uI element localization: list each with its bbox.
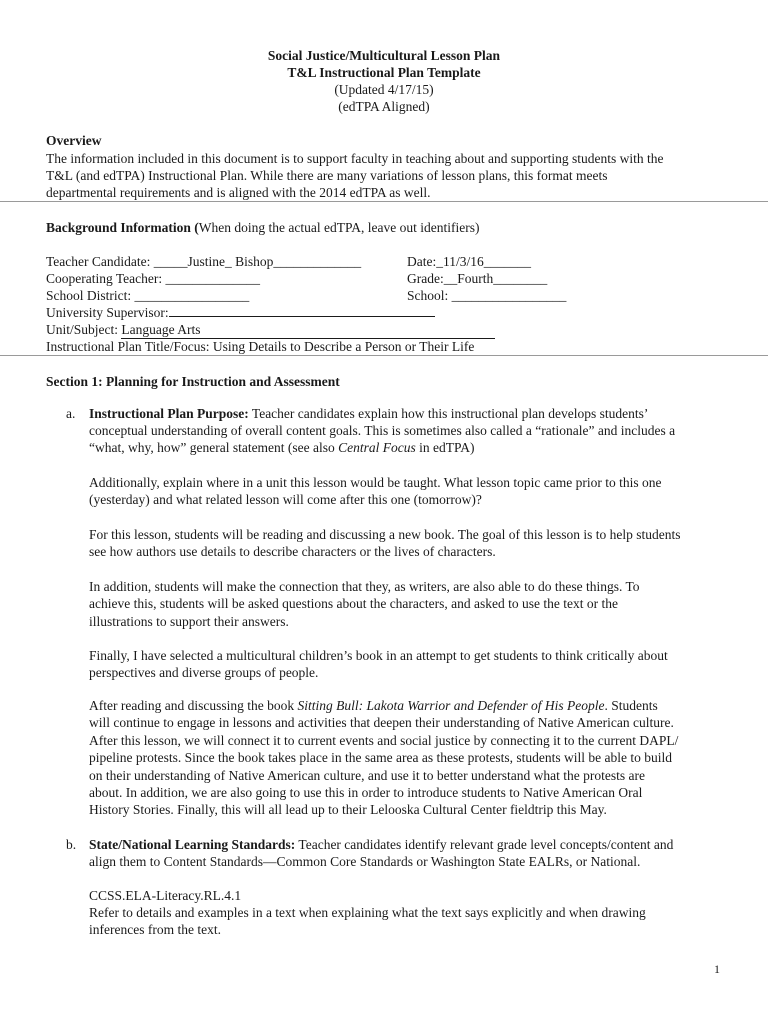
list-marker-a: a. xyxy=(66,406,76,421)
paragraph-line: In addition, students will make the connection that they, as writers, are also able to do these things. To xyxy=(89,579,640,594)
school-field: School: _________________ xyxy=(407,288,567,303)
overview-heading: Overview xyxy=(46,133,102,148)
unit-subject-label: Unit/Subject: xyxy=(46,322,122,337)
overview-line: departmental requirements and is aligned with the 2014 edTPA as well. xyxy=(46,185,431,200)
purpose-line: conceptual understanding of overall content goals. This is sometimes also called a “rationale” and includes a xyxy=(89,423,676,438)
paragraph-line: Additionally, explain where in a unit this lesson would be taught. What lesson topic came prior to this one xyxy=(89,475,662,490)
paragraph-line: History Stories. Finally, this will all lead up to their Lelooska Cultural Center fieldtrip this May. xyxy=(89,802,607,818)
paragraph-line: perspectives and diverse groups of people. xyxy=(89,665,319,681)
paragraph-after-reading xyxy=(89,697,678,819)
paragraph-additionally xyxy=(89,474,662,509)
standard-description-line: inferences from the text. xyxy=(89,922,221,937)
paragraph-line: For this lesson, students will be reading and discussing a new book. The goal of this lesson is to help students xyxy=(89,527,681,542)
standard-code: CCSS.ELA-Literacy.RL.4.1 xyxy=(89,888,242,903)
plan-title-label: Instructional Plan Title/Focus: xyxy=(46,339,213,354)
paragraph-line: (yesterday) and what related lesson will come after this one (tomorrow)? xyxy=(89,492,482,508)
paragraph-line: illustrations to support their answers. xyxy=(89,613,289,629)
purpose-line xyxy=(89,439,475,456)
grade-field: Grade:__Fourth________ xyxy=(407,271,548,286)
document-subtitle: T&L Instructional Plan Template xyxy=(287,65,481,80)
paragraph-line: see how authors use details to describe characters or the lives of characters. xyxy=(89,544,496,560)
university-supervisor-label: University Supervisor: xyxy=(46,305,169,320)
unit-subject-field xyxy=(46,321,495,339)
edtpa-aligned: (edTPA Aligned) xyxy=(338,99,430,114)
overview-line: The information included in this document is to support faculty in teaching about and supporting students with the xyxy=(46,151,664,166)
university-supervisor-blank xyxy=(169,304,435,317)
cooperating-teacher-field: Cooperating Teacher: ______________ xyxy=(46,271,261,286)
standards-text: Teacher candidates identify relevant grade level concepts/content and xyxy=(295,837,674,852)
purpose-text: Teacher candidates explain how this instructional plan develops students’ xyxy=(248,406,649,421)
document-title: Social Justice/Multicultural Lesson Plan xyxy=(267,48,501,63)
paragraph-in-addition xyxy=(89,578,640,630)
teacher-candidate-field: Teacher Candidate: _____Justine_ Bishop_____________ xyxy=(46,254,362,269)
university-supervisor-field xyxy=(46,304,435,321)
paragraph-line: about. In addition, we are also going to use this in order to introduce students to Native American Oral xyxy=(89,785,643,801)
page-number: 1 xyxy=(714,962,720,976)
standards-label: State/National Learning Standards: xyxy=(89,837,296,852)
paragraph-line xyxy=(89,697,678,714)
date-field: Date:_11/3/16_______ xyxy=(407,254,531,269)
central-focus-term: Central Focus xyxy=(338,440,416,455)
background-heading-note: When doing the actual edTPA, leave out identifiers) xyxy=(198,220,480,235)
paragraph-for-this-lesson xyxy=(89,526,680,561)
section-divider xyxy=(0,201,768,202)
paragraph-text: . Students xyxy=(604,698,658,713)
overview-line: T&L (and edTPA) Instructional Plan. While there are many variations of lesson plans, this format meets xyxy=(46,168,608,183)
standards-line: align them to Content Standards—Common Core Standards or Washington State EALRs, or National. xyxy=(89,854,641,869)
paragraph-line: achieve this, students will be asked questions about the characters, and asked to use the text or the xyxy=(89,596,618,612)
paragraph-line: After this lesson, we will connect it to current events and social justice by connecting it to the current DAPL/ xyxy=(89,732,679,748)
standards-line xyxy=(89,836,673,853)
section-divider xyxy=(0,355,768,356)
purpose-label: Instructional Plan Purpose: xyxy=(89,406,249,421)
purpose-text: in edTPA) xyxy=(415,440,475,455)
school-district-field: School District: _________________ xyxy=(46,288,250,303)
paragraph-text: After reading and discussing the book xyxy=(89,698,298,713)
unit-subject-value: Language Arts xyxy=(121,321,495,339)
background-heading xyxy=(46,219,479,236)
section1-heading: Section 1: Planning for Instruction and Assessment xyxy=(46,374,340,389)
plan-title-value: Using Details to Describe a Person or Their Life xyxy=(213,338,667,356)
paragraph-finally xyxy=(89,647,668,682)
purpose-line xyxy=(89,405,648,422)
paragraph-line: on their understanding of Native American culture, and use it to better understand what the protests are xyxy=(89,767,645,783)
standard-description-line: Refer to details and examples in a text when explaining what the text says explicitly and when drawing xyxy=(89,905,646,920)
purpose-text: “what, why, how” general statement (see also xyxy=(89,440,339,455)
paragraph-line: will continue to engage in lessons and activities that deepen their understanding of Native American culture. xyxy=(89,715,674,731)
plan-title-field xyxy=(46,338,667,356)
paragraph-line: Finally, I have selected a multicultural children’s book in an attempt to get students to think critically about xyxy=(89,648,668,663)
list-marker-b: b. xyxy=(66,837,77,852)
paragraph-line: pipeline protests. Since the book takes place in the same area as these protests, students will be able to build xyxy=(89,750,672,766)
updated-date: (Updated 4/17/15) xyxy=(334,82,434,97)
background-heading-label: Background Information ( xyxy=(46,220,199,235)
book-title: Sitting Bull: Lakota Warrior and Defender of His People xyxy=(297,698,605,713)
